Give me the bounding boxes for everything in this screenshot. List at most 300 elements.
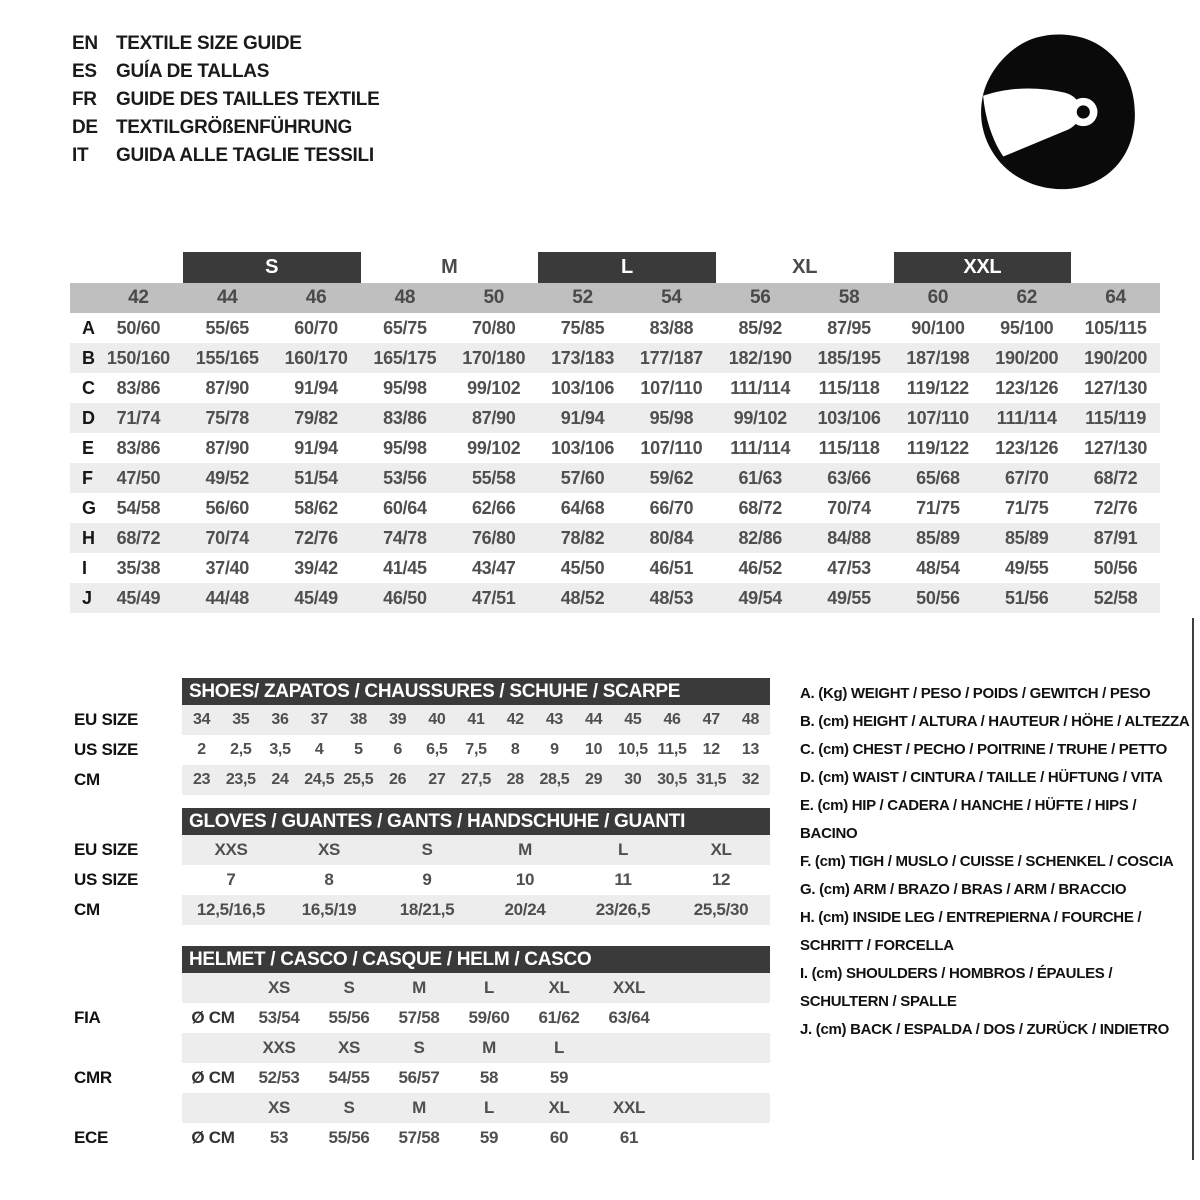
- size-cell: 47: [702, 711, 720, 728]
- size-cell: 23/26,5: [595, 900, 651, 919]
- size-cell: 35: [232, 711, 250, 728]
- size-cell: 24,5: [304, 771, 335, 788]
- row-label: [70, 973, 182, 1003]
- size-band-row: [70, 252, 1160, 283]
- size-cell: 87/90: [205, 437, 250, 458]
- size-cell: 53/56: [383, 467, 427, 488]
- size-cell: 60/64: [383, 497, 427, 518]
- size-cell: 29: [585, 771, 603, 788]
- size-cell: XXS: [214, 840, 248, 859]
- size-cell: 47/50: [116, 467, 161, 488]
- size-header-cell: L: [483, 978, 495, 997]
- language-row: [72, 30, 379, 58]
- size-cell: 119/122: [906, 377, 969, 398]
- size-cell: 95/100: [1000, 317, 1054, 338]
- legend-item: I. (cm) SHOULDERS / HOMBROS / ÉPAULES / SCHULTERN / SPALLE: [800, 965, 1113, 1010]
- column-header: 52: [572, 287, 593, 308]
- size-cell: 30: [624, 771, 642, 788]
- size-cell: 76/80: [471, 527, 516, 548]
- size-table-row: [70, 553, 1160, 583]
- legend-item: E. (cm) HIP / CADERA / HANCHE / HÜFTE / HIPS / BACINO: [800, 797, 1137, 842]
- size-cell: 35/38: [116, 557, 161, 578]
- size-cell: 60/70: [294, 317, 338, 338]
- size-header-cell: XL: [548, 1098, 570, 1117]
- size-cell: 42: [506, 711, 524, 728]
- size-cell: 11: [614, 870, 632, 889]
- size-cell: 91/94: [560, 407, 605, 428]
- size-cell: 24: [271, 771, 289, 788]
- size-cell: 68/72: [116, 527, 161, 548]
- standard-label: CMR: [74, 1068, 112, 1087]
- size-cell: 7,5: [465, 741, 487, 758]
- column-header: 44: [216, 287, 238, 308]
- size-cell: 61/63: [738, 467, 783, 488]
- language-row: [72, 86, 379, 114]
- size-cell: 71/75: [1004, 497, 1049, 518]
- size-cell: 99/102: [467, 437, 521, 458]
- size-cell: 10,5: [617, 741, 648, 758]
- language-title: GUÍA DE TALLAS: [116, 61, 270, 82]
- size-cell: 64/68: [560, 497, 605, 518]
- size-cell: 119/122: [906, 437, 969, 458]
- legend-item: C. (cm) CHEST / PECHO / POITRINE / TRUHE / PETTO: [800, 741, 1168, 758]
- row-label: F: [82, 467, 93, 488]
- shoes-header: SHOES/ ZAPATOS / CHAUSSURES / SCHUHE / SCARPE: [182, 678, 770, 705]
- column-header: 60: [927, 287, 949, 308]
- size-cell: 13: [741, 741, 760, 758]
- size-cell: 3,5: [269, 741, 291, 758]
- size-cell: 182/190: [728, 347, 792, 368]
- size-cell: 2,5: [230, 741, 252, 758]
- size-cell: 50/56: [1093, 557, 1138, 578]
- size-cell: 61/62: [538, 1008, 580, 1027]
- size-cell: 52/53: [258, 1068, 300, 1087]
- size-cell: 39: [389, 711, 407, 728]
- size-cell: 10: [585, 741, 603, 758]
- header-spacer: [70, 946, 182, 973]
- size-cell: 57/60: [560, 467, 605, 488]
- size-cell: 28,5: [539, 771, 570, 788]
- size-cell: 31,5: [696, 771, 727, 788]
- size-table-row: [70, 463, 1160, 493]
- size-cell: 90/100: [911, 317, 965, 338]
- size-cell: 7: [226, 870, 236, 889]
- legend-item: F. (cm) TIGH / MUSLO / CUISSE / SCHENKEL / COSCIA: [800, 853, 1174, 870]
- size-cell: 20/24: [504, 900, 546, 919]
- column-header: 50: [483, 287, 505, 308]
- size-cell: 37: [310, 711, 328, 728]
- size-cell: 49/55: [1004, 557, 1049, 578]
- size-cell: 83/86: [383, 407, 427, 428]
- size-cell: 107/110: [640, 377, 703, 398]
- size-cell: 51/56: [1004, 587, 1049, 608]
- size-cell: 36: [271, 711, 289, 728]
- size-table-row: [70, 403, 1160, 433]
- size-cell: 74/78: [383, 527, 427, 548]
- size-cell: 52/58: [1093, 587, 1138, 608]
- helmet-icon: [972, 28, 1144, 196]
- size-cell: 54/58: [116, 497, 161, 518]
- size-cell: 71/74: [116, 407, 161, 428]
- size-cell: 56/57: [398, 1068, 440, 1087]
- helmet-sizes-row: [70, 1093, 1160, 1123]
- size-cell: 49/52: [205, 467, 250, 488]
- size-cell: 18/21,5: [399, 900, 455, 919]
- size-band: XL: [792, 256, 818, 278]
- size-cell: 48/54: [916, 557, 960, 578]
- size-cell: 70/74: [205, 527, 250, 548]
- row-label: B: [82, 347, 95, 368]
- size-cell: 78/82: [560, 527, 605, 548]
- size-band: XXL: [894, 252, 1072, 283]
- size-cell: 115/118: [818, 377, 880, 398]
- size-cell: 80/84: [649, 527, 694, 548]
- size-cell: 127/130: [1084, 437, 1148, 458]
- size-cell: 25,5/30: [693, 900, 749, 919]
- size-cell: 60: [549, 1128, 569, 1147]
- size-cell: 103/106: [817, 407, 881, 428]
- unit-label: Ø CM: [191, 1128, 235, 1147]
- size-cell: 123/126: [995, 377, 1059, 398]
- unit-label: Ø CM: [191, 1008, 235, 1027]
- apparel-size-table: [70, 252, 1160, 613]
- size-cell: 87/95: [827, 317, 871, 338]
- size-cell: 32: [741, 771, 760, 788]
- size-header-cell: S: [413, 1038, 425, 1057]
- size-cell: 72/76: [294, 527, 338, 548]
- row-label: I: [82, 557, 87, 578]
- size-cell: 59/62: [649, 467, 694, 488]
- size-cell: 51/54: [294, 467, 338, 488]
- size-cell: 40: [428, 711, 446, 728]
- size-cell: 47/53: [827, 557, 871, 578]
- size-cell: 55/65: [205, 317, 250, 338]
- size-cell: 87/90: [205, 377, 250, 398]
- size-cell: 85/89: [916, 527, 960, 548]
- row-label: C: [82, 377, 95, 398]
- size-table-row: [70, 433, 1160, 463]
- size-cell: 57/58: [398, 1128, 440, 1147]
- size-cell: 30,5: [657, 771, 688, 788]
- size-cell: 115/118: [818, 437, 880, 458]
- size-cell: 34: [193, 711, 211, 728]
- size-header-cell: XXL: [612, 978, 646, 997]
- size-cell: 68/72: [1093, 467, 1138, 488]
- size-cell: 115/119: [1085, 407, 1147, 428]
- size-cell: 55/56: [328, 1008, 370, 1027]
- size-cell: 68/72: [738, 497, 783, 518]
- size-cell: 85/89: [1004, 527, 1049, 548]
- column-header: 54: [661, 287, 682, 308]
- size-cell: 185/195: [817, 347, 881, 368]
- helmet-values-row: [70, 1063, 1160, 1093]
- size-cell: 28: [506, 771, 524, 788]
- size-header-cell: S: [343, 1098, 355, 1117]
- size-header-cell: XS: [267, 1098, 291, 1117]
- size-band: S: [183, 252, 361, 283]
- row-label: US SIZE: [74, 740, 139, 759]
- size-cell: 87/91: [1093, 527, 1138, 548]
- size-cell: 46: [663, 711, 681, 728]
- size-cell: 8: [324, 870, 334, 889]
- size-cell: 170/180: [462, 347, 526, 368]
- size-header-cell: XL: [548, 978, 570, 997]
- size-cell: 12: [702, 741, 720, 758]
- size-table-row: [70, 373, 1160, 403]
- column-header: 58: [838, 287, 860, 308]
- gloves-header: GLOVES / GUANTES / GANTS / HANDSCHUHE / GUANTI: [182, 808, 770, 835]
- size-header-cell: XXL: [612, 1098, 646, 1117]
- column-header: 46: [305, 287, 327, 308]
- size-cell: 95/98: [649, 407, 694, 428]
- size-cell: 27,5: [461, 771, 491, 788]
- size-cell: L: [617, 840, 629, 859]
- size-cell: 43/47: [471, 557, 516, 578]
- size-cell: 9: [422, 870, 432, 889]
- size-cell: 177/187: [639, 347, 703, 368]
- size-cell: 48/52: [560, 587, 605, 608]
- legend-item: B. (cm) HEIGHT / ALTURA / HAUTEUR / HÖHE / ALTEZZA: [800, 713, 1190, 730]
- size-header-cell: XS: [267, 978, 291, 997]
- size-cell: 11,5: [657, 741, 687, 758]
- size-cell: 45/49: [116, 587, 161, 608]
- size-cell: 155/165: [195, 347, 259, 368]
- size-cell: 23: [193, 771, 211, 788]
- size-cell: 91/94: [294, 377, 338, 398]
- size-cell: 50/56: [916, 587, 960, 608]
- size-cell: 84/88: [827, 527, 871, 548]
- size-cell: 111/114: [996, 407, 1057, 428]
- size-cell: 2: [197, 741, 206, 758]
- size-cell: 46/50: [383, 587, 427, 608]
- row-label: CM: [74, 770, 100, 789]
- size-cell: 57/58: [398, 1008, 440, 1027]
- page-edge-line: [1192, 618, 1194, 1160]
- size-cell: 127/130: [1084, 377, 1148, 398]
- size-cell: 82/86: [738, 527, 783, 548]
- standard-label: FIA: [74, 1008, 101, 1027]
- size-cell: 46/52: [738, 557, 783, 578]
- language-code: DE: [72, 117, 98, 138]
- size-cell: 6,5: [426, 741, 448, 758]
- language-row: [72, 58, 379, 86]
- size-cell: XL: [710, 840, 732, 859]
- size-cell: M: [518, 840, 532, 859]
- size-cell: 41: [467, 711, 485, 728]
- language-code: EN: [72, 33, 98, 54]
- size-cell: 12: [711, 870, 731, 889]
- legend-item: J. (cm) BACK / ESPALDA / DOS / ZURÜCK / INDIETRO: [800, 1021, 1169, 1038]
- size-cell: 12,5/16,5: [196, 900, 266, 919]
- size-cell: 95/98: [383, 377, 427, 398]
- size-cell: 173/183: [551, 347, 615, 368]
- size-cell: 45/49: [294, 587, 338, 608]
- row-label: E: [82, 437, 94, 458]
- language-code: FR: [72, 89, 97, 110]
- size-cell: 56/60: [205, 497, 250, 518]
- size-header-cell: L: [483, 1098, 495, 1117]
- size-cell: 53/54: [258, 1008, 300, 1027]
- legend-item: A. (Kg) WEIGHT / PESO / POIDS / GEWITCH / PESO: [800, 685, 1151, 702]
- size-band: M: [441, 256, 458, 278]
- size-cell: 48/53: [649, 587, 694, 608]
- size-cell: 10: [515, 870, 535, 889]
- row-label: J: [82, 587, 92, 608]
- size-cell: 54/55: [328, 1068, 370, 1087]
- size-cell: XS: [317, 840, 341, 859]
- column-header: 64: [1105, 287, 1126, 308]
- size-table-row: [70, 523, 1160, 553]
- size-cell: 53: [269, 1128, 289, 1147]
- size-cell: 187/198: [906, 347, 970, 368]
- size-table-body: [70, 313, 1160, 613]
- size-band: L: [538, 252, 716, 283]
- size-cell: 23,5: [225, 771, 256, 788]
- size-header-cell: M: [412, 978, 426, 997]
- helmet-header: HELMET / CASCO / CASQUE / HELM / CASCO: [182, 946, 770, 973]
- size-cell: 48: [741, 711, 760, 728]
- row-label: EU SIZE: [74, 840, 139, 859]
- measurement-legend: [800, 680, 1192, 1044]
- row-label: A: [82, 317, 95, 338]
- size-cell: 83/86: [116, 377, 161, 398]
- size-cell: 72/76: [1093, 497, 1138, 518]
- size-cell: 58/62: [294, 497, 338, 518]
- column-header: 62: [1016, 287, 1038, 308]
- size-cell: 8: [510, 741, 520, 758]
- size-cell: 27: [428, 771, 446, 788]
- size-cell: 83/88: [649, 317, 694, 338]
- language-row: [72, 142, 379, 170]
- size-cell: 70/80: [471, 317, 516, 338]
- size-cell: 75/85: [560, 317, 605, 338]
- size-cell: 25,5: [343, 771, 374, 788]
- size-cell: 26: [389, 771, 407, 788]
- size-cell: 9: [550, 741, 559, 758]
- column-header: 56: [749, 287, 771, 308]
- helmet-section: [70, 1093, 1160, 1153]
- size-cell: 111/114: [730, 377, 791, 398]
- size-cell: 44/48: [205, 587, 250, 608]
- size-cell: 37/40: [205, 557, 250, 578]
- size-cell: 43: [545, 711, 564, 728]
- legend-item: D. (cm) WAIST / CINTURA / TAILLE / HÜFTUNG / VITA: [800, 769, 1163, 786]
- language-title: GUIDE DES TAILLES TEXTILE: [116, 89, 380, 110]
- size-cell: 63/64: [608, 1008, 650, 1027]
- language-code: ES: [72, 61, 97, 82]
- size-cell: 165/175: [373, 347, 437, 368]
- size-cell: 190/200: [995, 347, 1059, 368]
- size-cell: 16,5/19: [301, 900, 357, 919]
- unit-label: Ø CM: [191, 1068, 235, 1087]
- size-cell: 65/68: [916, 467, 960, 488]
- size-cell: 190/200: [1084, 347, 1148, 368]
- size-cell: 99/102: [467, 377, 521, 398]
- language-code: IT: [72, 145, 89, 166]
- size-cell: 50/60: [116, 317, 161, 338]
- header-spacer: [70, 808, 182, 835]
- column-header: 48: [394, 287, 416, 308]
- size-table-row: [70, 493, 1160, 523]
- size-cell: 66/70: [649, 497, 694, 518]
- size-cell: 107/110: [640, 437, 703, 458]
- header-spacer: [70, 678, 182, 705]
- size-cell: 71/75: [916, 497, 960, 518]
- size-cell: 87/90: [471, 407, 516, 428]
- row-label: CM: [74, 900, 100, 919]
- row-label: [70, 1033, 182, 1063]
- size-cell: 49/54: [738, 587, 783, 608]
- size-table-row: [70, 343, 1160, 373]
- language-title: TEXTILE SIZE GUIDE: [116, 33, 302, 54]
- size-cell: 91/94: [294, 437, 338, 458]
- size-header-cell: XS: [337, 1038, 361, 1057]
- size-cell: 59: [549, 1068, 569, 1087]
- size-cell: 62/66: [471, 497, 516, 518]
- size-header-cell: L: [553, 1038, 565, 1057]
- size-header-cell: XXS: [262, 1038, 296, 1057]
- size-cell: 67/70: [1004, 467, 1049, 488]
- size-cell: 55/58: [471, 467, 516, 488]
- size-cell: 61: [619, 1128, 639, 1147]
- size-cell: 103/106: [551, 437, 615, 458]
- size-header-cell: M: [482, 1038, 496, 1057]
- size-cell: S: [421, 840, 433, 859]
- size-cell: 45: [624, 711, 642, 728]
- size-cell: 44: [585, 711, 603, 728]
- standard-label: ECE: [74, 1128, 109, 1147]
- language-row: [72, 114, 379, 142]
- size-cell: 103/106: [551, 377, 615, 398]
- size-cell: 83/86: [116, 437, 161, 458]
- size-cell: 75/78: [205, 407, 250, 428]
- size-cell: 49/55: [827, 587, 871, 608]
- size-cell: 70/74: [827, 497, 871, 518]
- size-cell: 59/60: [468, 1008, 510, 1027]
- size-cell: 5: [354, 741, 363, 758]
- size-cell: 58: [479, 1068, 499, 1087]
- size-cell: 95/98: [383, 437, 427, 458]
- size-header-cell: S: [343, 978, 355, 997]
- size-table-row: [70, 583, 1160, 613]
- size-table-row: [70, 313, 1160, 343]
- size-cell: 6: [393, 741, 402, 758]
- row-label: US SIZE: [74, 870, 139, 889]
- size-cell: 4: [314, 741, 324, 758]
- language-title: TEXTILGRÖßENFÜHRUNG: [116, 117, 353, 138]
- size-cell: 46/51: [649, 557, 694, 578]
- row-label: G: [82, 497, 96, 518]
- language-title: GUIDA ALLE TAGLIE TESSILI: [116, 145, 374, 166]
- helmet-values-row: [70, 1123, 1160, 1153]
- size-cell: 38: [349, 711, 368, 728]
- size-cell: 160/170: [284, 347, 348, 368]
- numeric-size-header: [70, 283, 1160, 313]
- size-cell: 99/102: [733, 407, 787, 428]
- size-cell: 107/110: [906, 407, 969, 428]
- size-cell: 41/45: [383, 557, 427, 578]
- size-cell: 85/92: [738, 317, 783, 338]
- size-cell: 65/75: [383, 317, 427, 338]
- column-header: 42: [128, 287, 149, 308]
- size-cell: 59: [479, 1128, 499, 1147]
- language-header: [72, 30, 379, 170]
- row-label: D: [82, 407, 95, 428]
- size-cell: 111/114: [730, 437, 791, 458]
- size-cell: 150/160: [106, 347, 170, 368]
- size-cell: 55/56: [328, 1128, 370, 1147]
- size-cell: 45/50: [560, 557, 605, 578]
